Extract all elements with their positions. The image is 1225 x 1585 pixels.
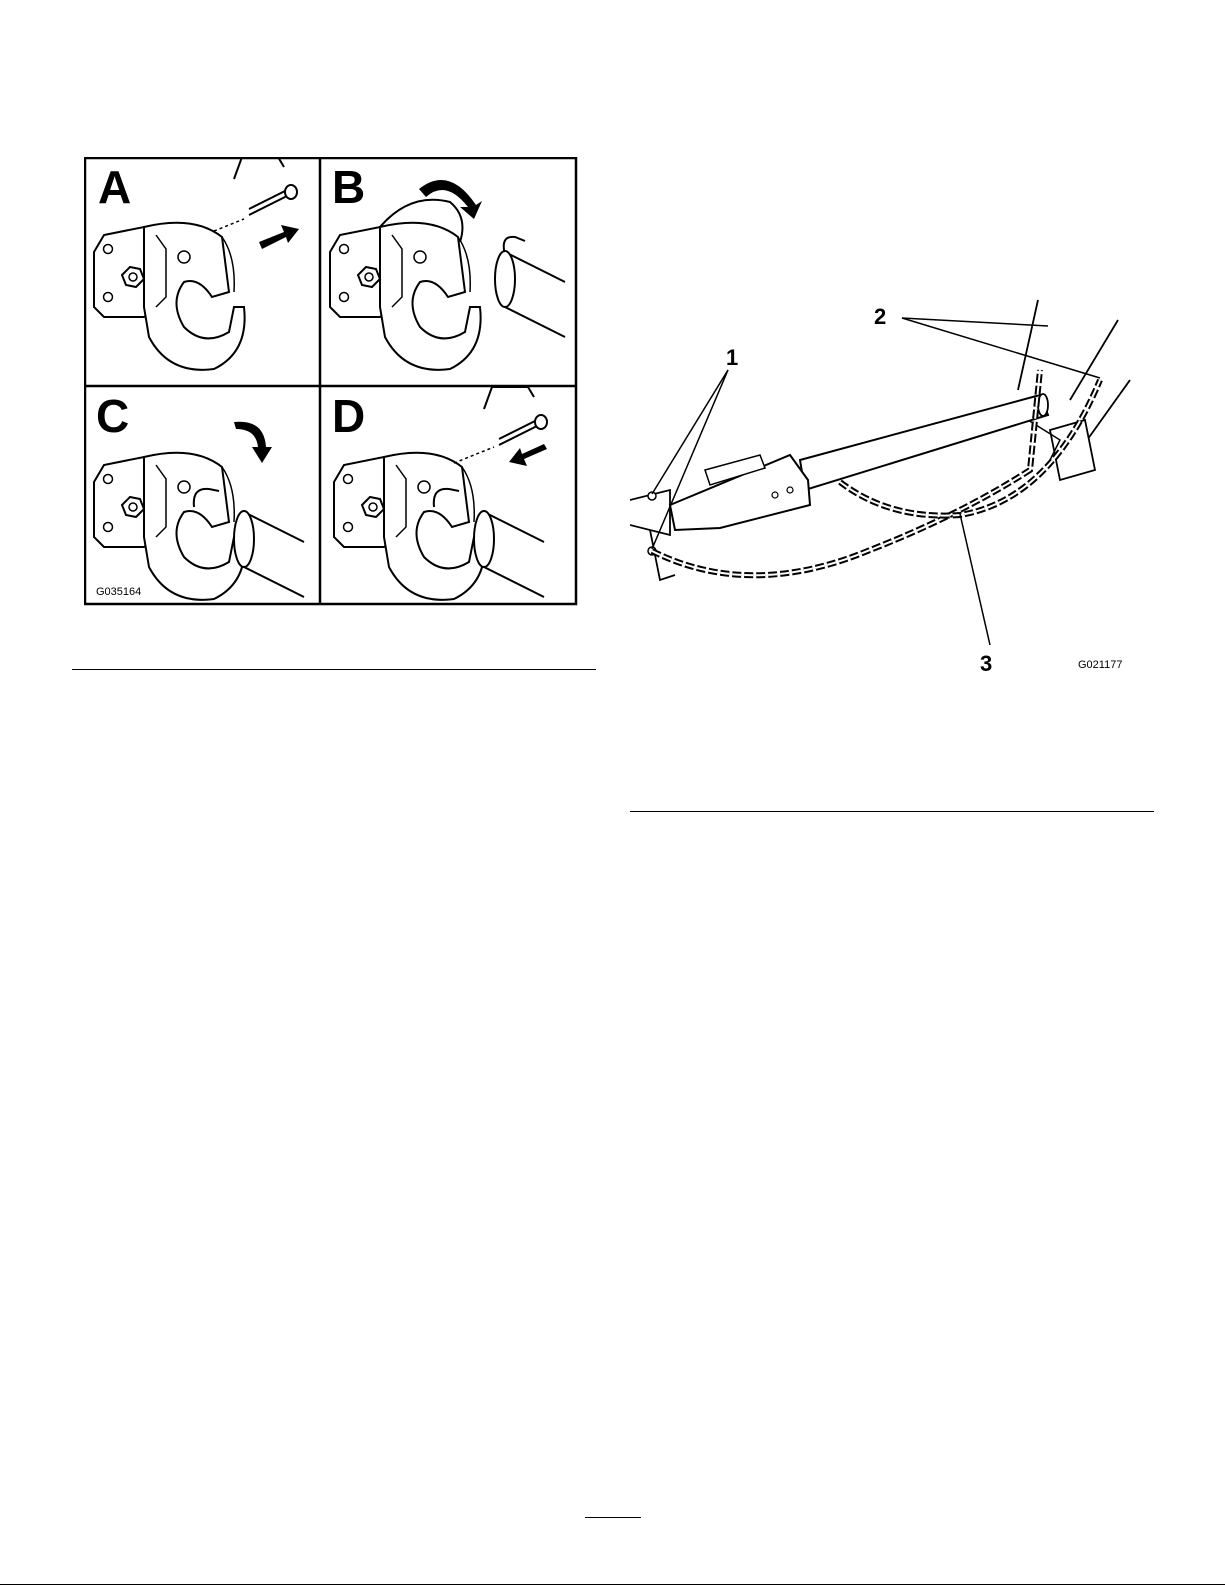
right-divider [630, 811, 1154, 812]
right-figure-id: G021177 [1078, 659, 1123, 671]
panel-letter-c: C [96, 390, 130, 442]
panel-letter-d: D [332, 390, 366, 442]
callout-2: 2 [874, 304, 887, 329]
panel-letter-a: A [98, 161, 132, 213]
panel-letter-b: B [332, 161, 366, 213]
callout-3: 3 [980, 651, 993, 676]
pintle-hook-figure [84, 157, 579, 607]
left-figure-id: G035164 [96, 586, 142, 598]
page-number-rule [585, 1517, 641, 1518]
safety-chain-figure [630, 290, 1150, 690]
callout-1: 1 [726, 345, 739, 370]
left-divider [72, 669, 596, 670]
